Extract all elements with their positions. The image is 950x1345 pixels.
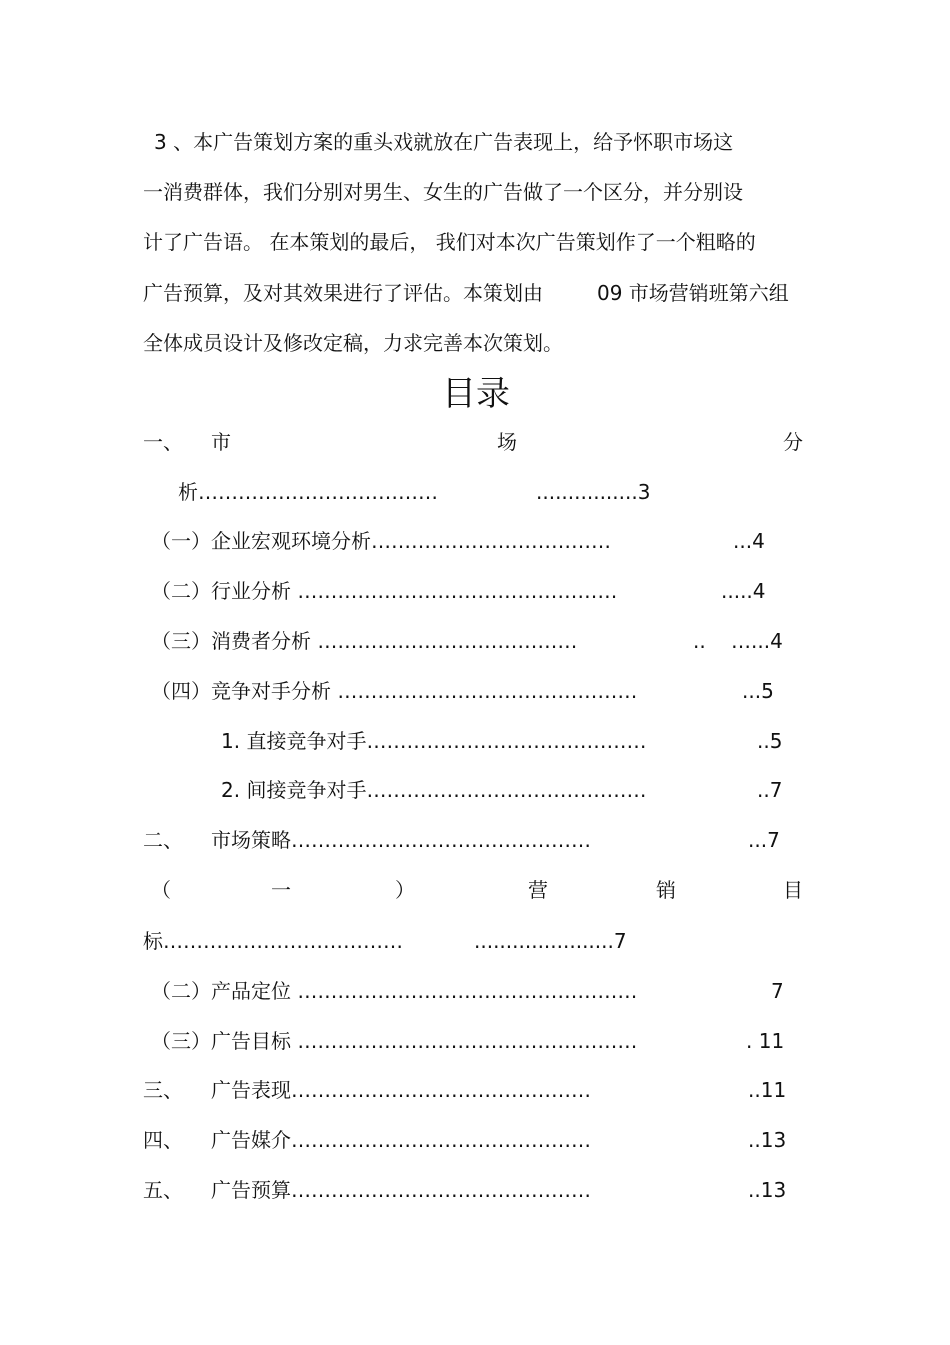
toc-spread-char: 营 bbox=[528, 878, 548, 902]
toc-entry-page: ..13 bbox=[748, 1178, 787, 1202]
toc-entry-label: 标……………………………… bbox=[143, 929, 403, 953]
toc-entry-page: ......................7 bbox=[474, 929, 627, 953]
toc-spread-char: 场 bbox=[497, 430, 517, 454]
toc-entry-page: .....4 bbox=[721, 579, 766, 603]
toc-spread-char: 市 bbox=[211, 430, 231, 454]
toc-entry-label: （二）产品定位 …………………………………………… bbox=[151, 979, 638, 1003]
intro-line-3: 计了广告语。 在本策划的最后， 我们对本次广告策划作了一个粗略的 bbox=[143, 230, 756, 254]
toc-spread-char: （ bbox=[151, 878, 171, 902]
toc-entry-page: ...4 bbox=[733, 529, 765, 553]
toc-entry-page: ...5 bbox=[742, 679, 774, 703]
toc-entry-label: 市场策略……………………………………… bbox=[211, 828, 591, 852]
toc-spread-char: 一 bbox=[271, 878, 291, 902]
toc-num-3: 三、 bbox=[143, 1078, 183, 1102]
intro-line-2: 一消费群体，我们分别对男生、女生的广告做了一个区分，并分别设 bbox=[143, 180, 743, 204]
toc-spread-char: 分 bbox=[783, 430, 803, 454]
toc-entry-label: （二）行业分析 ………………………………………… bbox=[151, 579, 618, 603]
toc-entry-label: 广告媒介……………………………………… bbox=[211, 1128, 591, 1152]
toc-spread-char: 目 bbox=[783, 878, 803, 902]
toc-entry-label: （四）竞争对手分析 ……………………………………… bbox=[151, 679, 638, 703]
toc-entry-page: …...4 bbox=[731, 629, 783, 653]
toc-num-2: 二、 bbox=[143, 828, 183, 852]
intro-line-1: 3 、本广告策划方案的重头戏就放在广告表现上，给予怀职市场这 bbox=[154, 130, 734, 154]
toc-entry-page: ..7 bbox=[757, 778, 783, 802]
toc-entry-label: （三）消费者分析 ………………………………… bbox=[151, 629, 578, 653]
toc-entry-page: . 11 bbox=[746, 1029, 785, 1053]
toc-entry-page: 7 bbox=[771, 979, 784, 1003]
intro-line-4a: 广告预算，及对其效果进行了评估。本策划由 bbox=[143, 281, 543, 305]
toc-entry-page: .. bbox=[693, 629, 706, 653]
toc-num-5: 五、 bbox=[143, 1178, 183, 1202]
toc-entry-page: ..11 bbox=[748, 1078, 787, 1102]
toc-entry-label: 2. 间接竞争对手…………………………………… bbox=[221, 778, 647, 802]
toc-num-4: 四、 bbox=[143, 1128, 183, 1152]
toc-entry-label: 1. 直接竞争对手…………………………………… bbox=[221, 729, 647, 753]
toc-entry-page: ..13 bbox=[748, 1128, 787, 1152]
toc-title: 目录 bbox=[442, 374, 510, 414]
toc-spread-char: 销 bbox=[656, 878, 676, 902]
toc-spread-char: ） bbox=[395, 878, 415, 902]
intro-line-4b: 09 市场营销班第六组 bbox=[597, 281, 789, 305]
toc-num-1: 一、 bbox=[143, 430, 183, 454]
toc-entry-page: ................3 bbox=[536, 480, 651, 504]
toc-entry-label: 广告预算……………………………………… bbox=[211, 1178, 591, 1202]
toc-entry-page: ...7 bbox=[748, 828, 780, 852]
intro-line-5: 全体成员设计及修改定稿，力求完善本次策划。 bbox=[143, 331, 563, 355]
toc-entry-label: （一）企业宏观环境分析……………………………… bbox=[151, 529, 611, 553]
toc-entry-page: ..5 bbox=[757, 729, 783, 753]
toc-entry-label: 广告表现……………………………………… bbox=[211, 1078, 591, 1102]
toc-entry-label: （三）广告目标 …………………………………………… bbox=[151, 1029, 638, 1053]
toc-entry-label: 析……………………………… bbox=[178, 480, 438, 504]
